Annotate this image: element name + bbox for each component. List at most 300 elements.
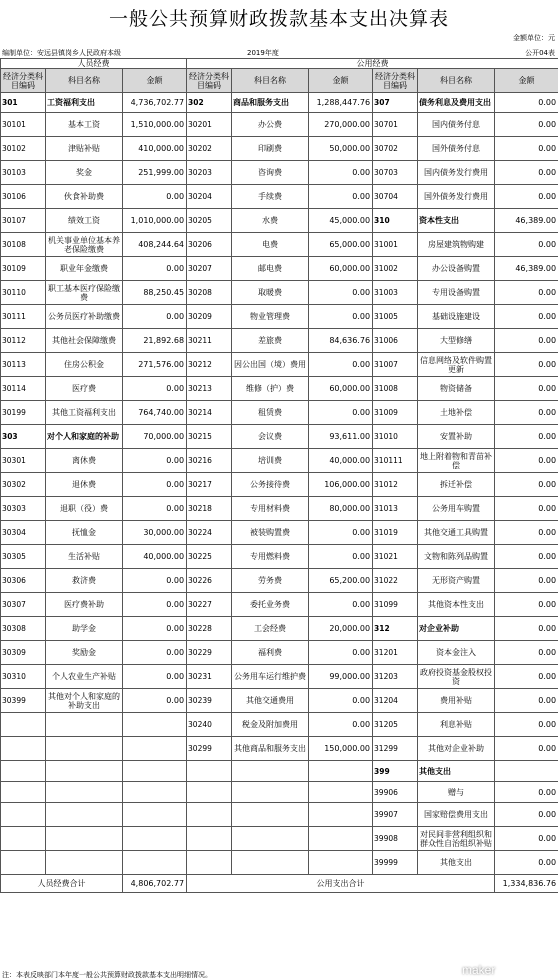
cell-amount: 0.00 — [495, 617, 558, 641]
cell-code: 30206 — [187, 233, 232, 257]
cell-code — [1, 737, 46, 761]
cell-code — [187, 761, 232, 782]
cell-amount: 0.00 — [123, 497, 187, 521]
cell-subject: 对企业补助 — [418, 617, 495, 641]
cell-subject — [46, 761, 123, 782]
cell-subject: 信息网络及软件购置更新 — [418, 353, 495, 377]
cell-code: 30110 — [1, 281, 46, 305]
cell-code: 30301 — [1, 449, 46, 473]
cell-code: 30216 — [187, 449, 232, 473]
cell-subject: 因公出国（境）费用 — [232, 353, 309, 377]
cell-amount — [123, 782, 187, 803]
cell-subject: 办公设备购置 — [418, 257, 495, 281]
public-total-label: 公用支出合计 — [187, 875, 495, 893]
cell-amount: 0.00 — [309, 593, 373, 617]
cell-amount: 0.00 — [495, 521, 558, 545]
table-row — [1, 425, 558, 449]
cell-amount: 88,250.45 — [123, 281, 187, 305]
table-row — [1, 93, 558, 113]
cell-subject — [46, 851, 123, 875]
cell-subject: 救济费 — [46, 569, 123, 593]
table-row — [1, 497, 558, 521]
cell-subject: 取暖费 — [232, 281, 309, 305]
col-header-code: 经济分类科目编码 — [1, 69, 46, 93]
table-row — [1, 641, 558, 665]
cell-subject: 劳务费 — [232, 569, 309, 593]
col-header-subject: 科目名称 — [418, 69, 495, 93]
cell-subject: 其他对企业补助 — [418, 737, 495, 761]
cell-amount: 45,000.00 — [309, 209, 373, 233]
cell-amount: 0.00 — [495, 161, 558, 185]
cell-code: 31008 — [373, 377, 418, 401]
table-row — [1, 329, 558, 353]
cell-subject: 无形资产购置 — [418, 569, 495, 593]
cell-code: 30202 — [187, 137, 232, 161]
cell-amount: 0.00 — [495, 827, 558, 851]
cell-subject: 房屋建筑物购建 — [418, 233, 495, 257]
col-header-amount: 金额 — [309, 69, 373, 93]
cell-amount: 0.00 — [123, 617, 187, 641]
cell-amount: 0.00 — [495, 305, 558, 329]
table-row — [1, 593, 558, 617]
cell-amount: 0.00 — [495, 737, 558, 761]
cell-code: 30201 — [187, 113, 232, 137]
cell-amount — [309, 827, 373, 851]
cell-code: 30203 — [187, 161, 232, 185]
cell-subject — [232, 782, 309, 803]
cell-subject: 职工基本医疗保险缴费 — [46, 281, 123, 305]
cell-amount: 21,892.68 — [123, 329, 187, 353]
cell-subject: 其他商品和服务支出 — [232, 737, 309, 761]
cell-subject: 委托业务费 — [232, 593, 309, 617]
cell-subject: 国外债务发行费用 — [418, 185, 495, 209]
cell-amount — [309, 803, 373, 827]
cell-code: 30112 — [1, 329, 46, 353]
col-header-amount: 金额 — [495, 69, 558, 93]
cell-amount: 93,611.00 — [309, 425, 373, 449]
table-row — [1, 185, 558, 209]
cell-amount: 0.00 — [309, 281, 373, 305]
cell-subject: 国外债务付息 — [418, 137, 495, 161]
cell-amount: 0.00 — [123, 569, 187, 593]
cell-code: 31022 — [373, 569, 418, 593]
cell-subject — [46, 782, 123, 803]
cell-code — [1, 803, 46, 827]
cell-subject: 住房公积金 — [46, 353, 123, 377]
cell-code: 30299 — [187, 737, 232, 761]
cell-subject: 文物和陈列品购置 — [418, 545, 495, 569]
cell-subject: 医疗费补助 — [46, 593, 123, 617]
cell-amount: 764,740.00 — [123, 401, 187, 425]
cell-amount: 0.00 — [309, 689, 373, 713]
col-header-amount: 金额 — [123, 69, 187, 93]
cell-amount: 1,288,447.76 — [309, 93, 373, 113]
cell-amount: 0.00 — [495, 593, 558, 617]
cell-code: 31013 — [373, 497, 418, 521]
table-row — [1, 521, 558, 545]
cell-code: 30227 — [187, 593, 232, 617]
cell-subject: 助学金 — [46, 617, 123, 641]
cell-subject: 资本性支出 — [418, 209, 495, 233]
cell-code: 30213 — [187, 377, 232, 401]
cell-code: 30108 — [1, 233, 46, 257]
cell-subject: 费用补贴 — [418, 689, 495, 713]
cell-code: 31299 — [373, 737, 418, 761]
cell-code: 30113 — [1, 353, 46, 377]
cell-amount: 1,510,000.00 — [123, 113, 187, 137]
cell-amount: 0.00 — [309, 353, 373, 377]
cell-code: 31019 — [373, 521, 418, 545]
cell-amount: 0.00 — [495, 713, 558, 737]
cell-subject: 资本金注入 — [418, 641, 495, 665]
table-row — [1, 689, 558, 713]
cell-amount — [495, 761, 558, 782]
cell-subject: 咨询费 — [232, 161, 309, 185]
cell-code: 30217 — [187, 473, 232, 497]
cell-amount: 270,000.00 — [309, 113, 373, 137]
cell-subject: 绩效工资 — [46, 209, 123, 233]
cell-code: 30207 — [187, 257, 232, 281]
cell-amount: 0.00 — [495, 449, 558, 473]
cell-amount: 60,000.00 — [309, 257, 373, 281]
cell-subject: 政府投资基金股权投资 — [418, 665, 495, 689]
cell-subject: 商品和服务支出 — [232, 93, 309, 113]
cell-subject: 被装购置费 — [232, 521, 309, 545]
cell-subject — [232, 761, 309, 782]
cell-subject: 工资福利支出 — [46, 93, 123, 113]
cell-amount: 0.00 — [495, 137, 558, 161]
cell-subject: 物资储备 — [418, 377, 495, 401]
cell-subject: 个人农业生产补贴 — [46, 665, 123, 689]
cell-subject — [232, 803, 309, 827]
cell-code: 30226 — [187, 569, 232, 593]
cell-amount: 46,389.00 — [495, 257, 558, 281]
cell-subject: 土地补偿 — [418, 401, 495, 425]
cell-code: 31010 — [373, 425, 418, 449]
cell-code: 30225 — [187, 545, 232, 569]
cell-amount — [309, 851, 373, 875]
cell-subject — [46, 737, 123, 761]
cell-subject: 租赁费 — [232, 401, 309, 425]
cell-subject: 公务用车购置 — [418, 497, 495, 521]
cell-amount: 40,000.00 — [123, 545, 187, 569]
cell-code: 30303 — [1, 497, 46, 521]
cell-amount: 99,000.00 — [309, 665, 373, 689]
cell-code: 30103 — [1, 161, 46, 185]
cell-code: 30231 — [187, 665, 232, 689]
cell-amount: 0.00 — [123, 593, 187, 617]
table-row — [1, 161, 558, 185]
cell-amount — [123, 803, 187, 827]
cell-subject: 福利费 — [232, 641, 309, 665]
cell-subject: 退休费 — [46, 473, 123, 497]
col-header-code: 经济分类科目编码 — [373, 69, 418, 93]
cell-subject: 维修（护）费 — [232, 377, 309, 401]
cell-subject: 电费 — [232, 233, 309, 257]
cell-code: 30114 — [1, 377, 46, 401]
table-row — [1, 713, 558, 737]
cell-amount: 0.00 — [123, 449, 187, 473]
table-row — [1, 137, 558, 161]
cell-subject: 大型修缮 — [418, 329, 495, 353]
cell-code: 30239 — [187, 689, 232, 713]
cell-subject: 其他社会保障缴费 — [46, 329, 123, 353]
cell-amount: 0.00 — [495, 545, 558, 569]
col-header-subject: 科目名称 — [46, 69, 123, 93]
cell-code: 31205 — [373, 713, 418, 737]
table-row — [1, 737, 558, 761]
cell-subject: 赠与 — [418, 782, 495, 803]
cell-amount: 65,200.00 — [309, 569, 373, 593]
cell-code: 30702 — [373, 137, 418, 161]
cell-code: 31099 — [373, 593, 418, 617]
cell-subject: 对个人和家庭的补助 — [46, 425, 123, 449]
cell-subject: 抚恤金 — [46, 521, 123, 545]
table-row — [1, 617, 558, 641]
cell-subject: 其他对个人和家庭的补助支出 — [46, 689, 123, 713]
cell-amount: 0.00 — [123, 689, 187, 713]
cell-amount: 0.00 — [309, 545, 373, 569]
cell-subject: 工会经费 — [232, 617, 309, 641]
table-row — [1, 569, 558, 593]
cell-code: 39908 — [373, 827, 418, 851]
cell-code: 30308 — [1, 617, 46, 641]
cell-amount: 0.00 — [309, 305, 373, 329]
cell-amount: 65,000.00 — [309, 233, 373, 257]
cell-code: 30240 — [187, 713, 232, 737]
table-note: 注：本表反映部门本年度一般公共预算财政拨款基本支出明细情况。 — [2, 971, 212, 979]
table-row — [1, 113, 558, 137]
col-header-code: 经济分类科目编码 — [187, 69, 232, 93]
cell-amount: 150,000.00 — [309, 737, 373, 761]
cell-code: 39906 — [373, 782, 418, 803]
cell-amount — [309, 761, 373, 782]
cell-subject: 职业年金缴费 — [46, 257, 123, 281]
cell-subject: 公务接待费 — [232, 473, 309, 497]
cell-code: 30218 — [187, 497, 232, 521]
table-row — [1, 851, 558, 875]
cell-subject: 差旅费 — [232, 329, 309, 353]
cell-code: 30228 — [187, 617, 232, 641]
cell-code: 30703 — [373, 161, 418, 185]
cell-code: 30305 — [1, 545, 46, 569]
cell-subject: 奖金 — [46, 161, 123, 185]
cell-subject: 专用设备购置 — [418, 281, 495, 305]
table-row — [1, 209, 558, 233]
cell-subject: 伙食补助费 — [46, 185, 123, 209]
cell-code: 30106 — [1, 185, 46, 209]
personnel-total-label: 人员经费合计 — [1, 875, 123, 893]
cell-code: 31002 — [373, 257, 418, 281]
cell-amount: 0.00 — [123, 257, 187, 281]
cell-subject: 国家赔偿费用支出 — [418, 803, 495, 827]
cell-amount: 408,244.64 — [123, 233, 187, 257]
cell-amount: 0.00 — [495, 329, 558, 353]
cell-code: 301 — [1, 93, 46, 113]
cell-amount: 20,000.00 — [309, 617, 373, 641]
cell-code: 30199 — [1, 401, 46, 425]
cell-code: 30310 — [1, 665, 46, 689]
cell-code: 31001 — [373, 233, 418, 257]
cell-amount: 46,389.00 — [495, 209, 558, 233]
cell-subject: 奖励金 — [46, 641, 123, 665]
cell-code: 31204 — [373, 689, 418, 713]
cell-amount: 0.00 — [495, 377, 558, 401]
cell-code — [187, 851, 232, 875]
cell-amount: 0.00 — [495, 185, 558, 209]
cell-amount — [123, 827, 187, 851]
table-row — [1, 233, 558, 257]
cell-subject: 津贴补贴 — [46, 137, 123, 161]
section-public: 公用经费 — [187, 59, 558, 69]
cell-code: 31003 — [373, 281, 418, 305]
cell-amount: 410,000.00 — [123, 137, 187, 161]
report-title: 一般公共预算财政拨款基本支出决算表 — [108, 8, 449, 30]
cell-code: 31021 — [373, 545, 418, 569]
cell-amount: 0.00 — [495, 782, 558, 803]
cell-amount: 0.00 — [495, 569, 558, 593]
section-personnel: 人员经费 — [1, 59, 187, 69]
cell-code: 31009 — [373, 401, 418, 425]
column-header-row — [1, 69, 558, 93]
cell-code: 30107 — [1, 209, 46, 233]
cell-subject: 基础设施建设 — [418, 305, 495, 329]
cell-subject: 国内债务付息 — [418, 113, 495, 137]
cell-subject: 印刷费 — [232, 137, 309, 161]
cell-code: 30307 — [1, 593, 46, 617]
cell-code: 31203 — [373, 665, 418, 689]
cell-amount — [123, 761, 187, 782]
cell-code — [1, 782, 46, 803]
table-row — [1, 827, 558, 851]
personnel-total-amount: 4,806,702.77 — [123, 875, 187, 893]
cell-amount: 0.00 — [309, 185, 373, 209]
cell-subject: 利息补贴 — [418, 713, 495, 737]
org-label: 编制单位：安远县镇岗乡人民政府本级 — [2, 49, 121, 57]
cell-subject — [232, 827, 309, 851]
cell-amount: 0.00 — [495, 473, 558, 497]
cell-amount: 0.00 — [309, 641, 373, 665]
cell-code: 310 — [373, 209, 418, 233]
cell-code: 30215 — [187, 425, 232, 449]
cell-subject: 对民间非营利组织和群众性自治组织补贴 — [418, 827, 495, 851]
table-row — [1, 377, 558, 401]
cell-code: 30109 — [1, 257, 46, 281]
cell-code: 30102 — [1, 137, 46, 161]
table-row — [1, 449, 558, 473]
cell-code: 31201 — [373, 641, 418, 665]
table-row — [1, 353, 558, 377]
cell-subject: 其他支出 — [418, 761, 495, 782]
cell-amount: 0.00 — [309, 161, 373, 185]
cell-subject: 其他支出 — [418, 851, 495, 875]
cell-amount: 0.00 — [123, 473, 187, 497]
cell-subject: 拆迁补偿 — [418, 473, 495, 497]
cell-code: 31005 — [373, 305, 418, 329]
cell-subject: 专用材料费 — [232, 497, 309, 521]
cell-subject: 培训费 — [232, 449, 309, 473]
cell-code: 30111 — [1, 305, 46, 329]
cell-amount — [123, 737, 187, 761]
table-row — [1, 665, 558, 689]
cell-code: 30101 — [1, 113, 46, 137]
cell-amount: 0.00 — [495, 641, 558, 665]
cell-subject: 国内债务发行费用 — [418, 161, 495, 185]
form-number: 公开04表 — [525, 49, 555, 57]
cell-code: 30212 — [187, 353, 232, 377]
cell-subject: 办公费 — [232, 113, 309, 137]
cell-amount: 0.00 — [495, 425, 558, 449]
cell-code — [1, 713, 46, 737]
cell-subject: 医疗费 — [46, 377, 123, 401]
table-row — [1, 257, 558, 281]
cell-amount: 84,636.76 — [309, 329, 373, 353]
cell-subject: 离休费 — [46, 449, 123, 473]
cell-amount: 0.00 — [495, 851, 558, 875]
cell-subject — [46, 827, 123, 851]
cell-subject: 邮电费 — [232, 257, 309, 281]
cell-code: 30701 — [373, 113, 418, 137]
cell-subject: 水费 — [232, 209, 309, 233]
cell-amount: 0.00 — [309, 401, 373, 425]
cell-amount: 0.00 — [495, 113, 558, 137]
cell-subject: 其他交通费用 — [232, 689, 309, 713]
cell-subject: 安置补助 — [418, 425, 495, 449]
table-row — [1, 473, 558, 497]
cell-code: 302 — [187, 93, 232, 113]
cell-amount: 0.00 — [309, 713, 373, 737]
cell-amount: 80,000.00 — [309, 497, 373, 521]
cell-code — [1, 761, 46, 782]
cell-subject: 公务员医疗补助缴费 — [46, 305, 123, 329]
cell-subject: 公务用车运行维护费 — [232, 665, 309, 689]
cell-subject: 债务利息及费用支出 — [418, 93, 495, 113]
totals-row — [1, 875, 558, 893]
cell-code: 30304 — [1, 521, 46, 545]
cell-subject — [232, 851, 309, 875]
cell-subject: 会议费 — [232, 425, 309, 449]
watermark: maker — [462, 963, 496, 977]
cell-amount: 30,000.00 — [123, 521, 187, 545]
cell-amount: 0.00 — [123, 641, 187, 665]
cell-amount: 251,999.00 — [123, 161, 187, 185]
unit-label: 金额单位：元 — [513, 34, 555, 42]
cell-amount: 0.00 — [495, 803, 558, 827]
cell-amount — [123, 851, 187, 875]
cell-code: 31006 — [373, 329, 418, 353]
cell-amount: 4,736,702.77 — [123, 93, 187, 113]
cell-code: 30204 — [187, 185, 232, 209]
cell-subject — [46, 713, 123, 737]
cell-subject: 地上附着物和青苗补偿 — [418, 449, 495, 473]
cell-code: 30208 — [187, 281, 232, 305]
table-row — [1, 782, 558, 803]
cell-amount: 0.00 — [495, 353, 558, 377]
table-row — [1, 281, 558, 305]
cell-amount: 0.00 — [495, 281, 558, 305]
cell-subject: 生活补贴 — [46, 545, 123, 569]
cell-amount: 0.00 — [495, 401, 558, 425]
cell-code — [1, 827, 46, 851]
table-row — [1, 305, 558, 329]
col-header-subject: 科目名称 — [232, 69, 309, 93]
cell-subject — [46, 803, 123, 827]
cell-code: 31007 — [373, 353, 418, 377]
cell-code: 399 — [373, 761, 418, 782]
cell-subject: 手续费 — [232, 185, 309, 209]
cell-code — [1, 851, 46, 875]
cell-code: 30229 — [187, 641, 232, 665]
